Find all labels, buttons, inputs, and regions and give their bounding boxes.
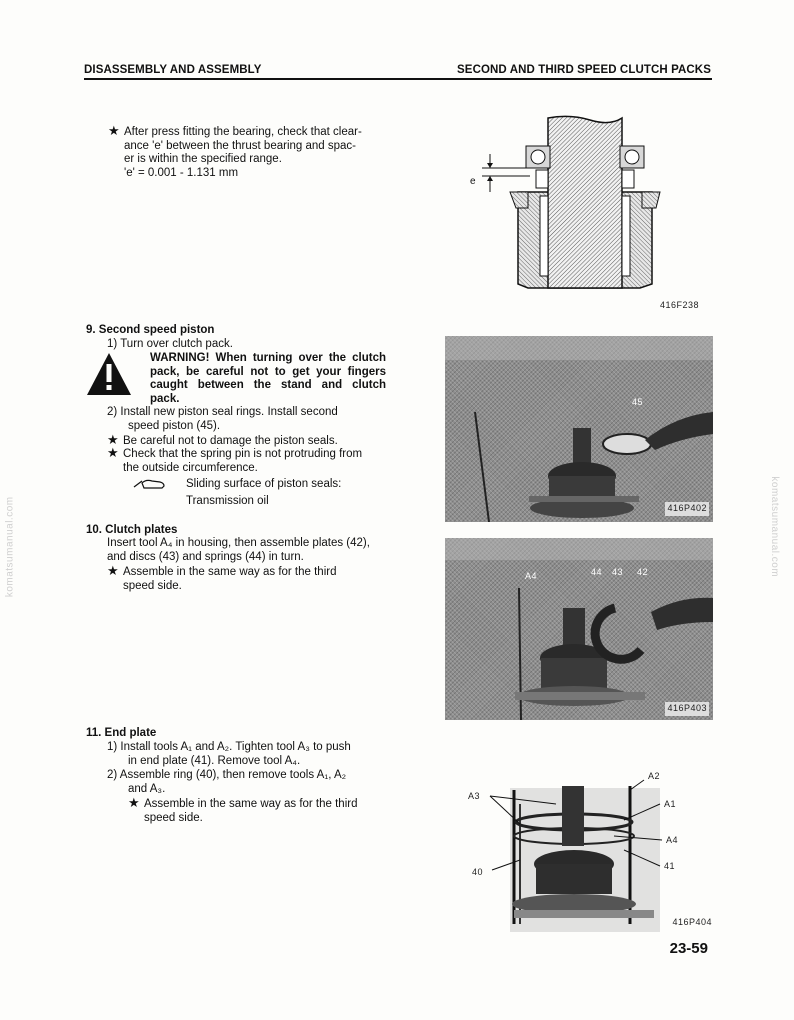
step-9-sub2 — [107, 406, 387, 433]
text-line: the outside circumference. — [123, 461, 258, 474]
text-line: Assemble in the same way as for the third — [123, 566, 337, 578]
warning-line: pack. — [150, 392, 180, 405]
lube-label: Sliding surface of piston seals: — [186, 478, 342, 490]
callout-a4: A4 — [666, 835, 679, 845]
photo-clutch-plates — [445, 538, 713, 720]
text-line: Assemble in the same way as for the third — [144, 798, 358, 810]
star-icon: ★ — [108, 123, 120, 138]
step-9-note2 — [107, 446, 362, 475]
callout-43: 43 — [612, 567, 624, 577]
step-10-title: 10. Clutch plates — [86, 524, 178, 536]
step-10-note — [107, 564, 337, 593]
figure-bearing-section — [470, 112, 710, 308]
header-right: SECOND AND THIRD SPEED CLUTCH PACKS — [457, 64, 711, 76]
text-line: Insert tool A₄ in housing, then assemble plates (42), — [107, 537, 370, 549]
text-line: and A₃. — [128, 782, 166, 795]
callout-41: 41 — [664, 861, 676, 871]
callout-a2: A2 — [648, 771, 661, 781]
text-line: Check that the spring pin is not protruding from — [123, 448, 363, 460]
photo-piston-install — [445, 336, 713, 522]
callout-a4: A4 — [525, 571, 538, 581]
warning-line: caught between the stand and clutch — [150, 379, 386, 392]
warning-line: pack, be careful not to get your fingers — [150, 365, 386, 378]
intro-value: 'e' = 0.001 - 1.131 mm — [124, 166, 239, 179]
intro-line: After press fitting the bearing, check that clear- — [124, 126, 362, 138]
figure-id: 416P404 — [672, 917, 712, 928]
step-10-body — [107, 537, 370, 564]
intro-note — [108, 124, 388, 180]
text-line: 2) Install new piston seal rings. Install second — [107, 406, 338, 418]
text-line: speed side. — [144, 811, 203, 824]
star-icon: ★ — [128, 795, 140, 810]
watermark-left: komatsumanual.com — [4, 496, 16, 598]
callout-a3: A3 — [468, 791, 481, 801]
bearing-section-drawing — [470, 112, 710, 308]
figure-id: 416P403 — [665, 702, 709, 716]
text-line: 2) Assemble ring (40), then remove tools A₁, A₂ — [107, 769, 347, 781]
step-11-sub1 — [107, 741, 351, 768]
oil-can-icon — [132, 477, 166, 491]
callout-45: 45 — [632, 397, 644, 407]
header-rule — [84, 78, 712, 80]
star-icon: ★ — [107, 432, 119, 447]
text-line: speed piston (45). — [128, 419, 221, 432]
lube-value: Transmission oil — [186, 495, 269, 507]
star-icon: ★ — [107, 445, 119, 460]
header-left: DISASSEMBLY AND ASSEMBLY — [84, 64, 262, 76]
step-11-title: 11. End plate — [86, 727, 157, 739]
callout-40: 40 — [472, 867, 484, 877]
dimension-label-e: e — [470, 176, 476, 187]
watermark-right: komatsumanual.com — [769, 476, 781, 578]
step-11-sub2 — [107, 769, 346, 796]
step-11-note — [128, 796, 358, 825]
step-9-sub1: 1) Turn over clutch pack. — [107, 338, 233, 350]
warning-line: WARNING! When turning over the clutch — [150, 352, 386, 364]
star-icon: ★ — [107, 563, 119, 578]
text-line: Be careful not to damage the piston seals. — [123, 435, 338, 447]
photo-end-plate — [464, 764, 714, 932]
callout-44: 44 — [591, 567, 603, 577]
callout-42: 42 — [637, 567, 649, 577]
text-line: in end plate (41). Remove tool A₄. — [128, 754, 301, 767]
callout-a1: A1 — [664, 799, 677, 809]
intro-line: er is within the specified range. — [124, 153, 282, 166]
intro-line: ance 'e' between the thrust bearing and spac- — [124, 139, 356, 152]
step-9-title: 9. Second speed piston — [86, 324, 215, 336]
page-number: 23-59 — [669, 940, 708, 957]
figure-id: 416F238 — [660, 300, 700, 310]
warning-text — [150, 352, 386, 406]
text-line: speed side. — [123, 579, 182, 592]
text-line: and discs (43) and springs (44) in turn. — [107, 550, 304, 563]
warning-icon — [86, 352, 132, 396]
figure-id: 416P402 — [665, 502, 709, 516]
text-line: 1) Install tools A₁ and A₂. Tighten tool A₃ to push — [107, 741, 351, 753]
